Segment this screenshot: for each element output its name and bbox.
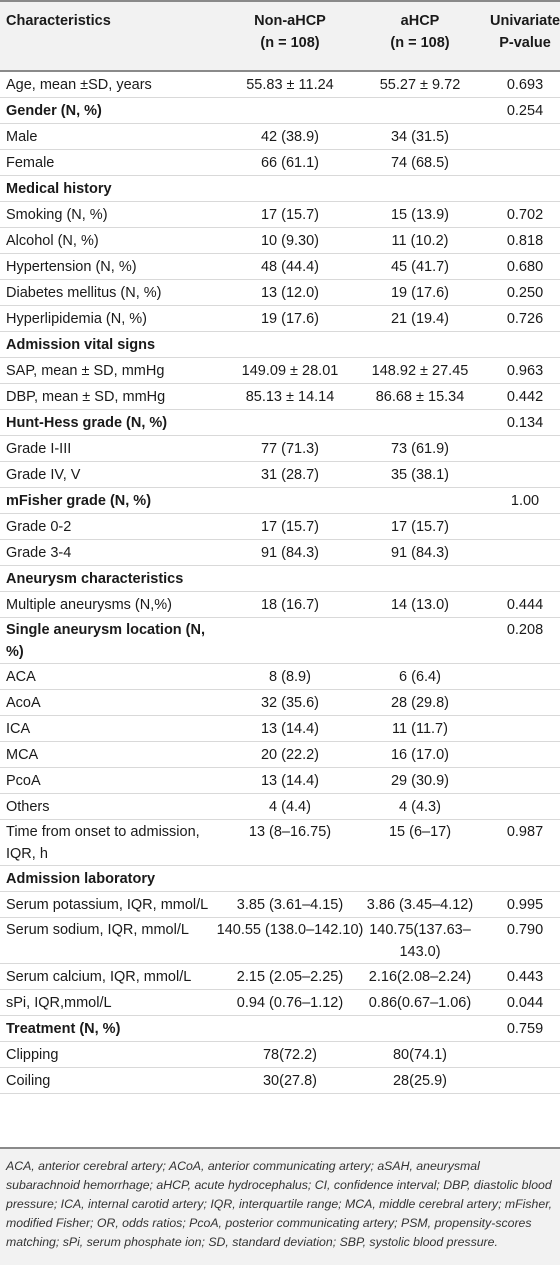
row-label: PcoA: [6, 773, 41, 789]
non-ahcp-value: 10 (9.30): [260, 233, 320, 249]
row-label: sPi, IQR,mmol/L: [6, 995, 112, 1011]
section-row: [0, 176, 560, 202]
header-non-ahcp: [215, 10, 365, 54]
row-label: Treatment (N, %): [6, 1021, 121, 1037]
table-row: [0, 358, 560, 384]
non-ahcp-value: 66 (61.1): [260, 155, 320, 171]
ahcp-value: 2.16(2.08–2.24): [368, 969, 472, 985]
ahcp-value: 11 (11.7): [392, 721, 448, 737]
row-label: Diabetes mellitus (N, %): [6, 285, 162, 301]
row-label: ACA: [6, 669, 36, 685]
row-label: Time from onset to admission, IQR, h: [6, 824, 200, 862]
p-value: 0.254: [506, 103, 544, 119]
row-label: Grade IV, V: [6, 467, 81, 483]
non-ahcp-value: 8 (8.9): [269, 669, 311, 685]
row-label: Alcohol (N, %): [6, 233, 99, 249]
table-row: [0, 124, 560, 150]
header-non-ahcp-title: Non-aHCP: [254, 13, 326, 29]
row-label: Smoking (N, %): [6, 207, 108, 223]
p-value: 0.044: [506, 995, 544, 1011]
non-ahcp-value: 3.85 (3.61–4.15): [236, 897, 344, 913]
header-pvalue-line1: Univariate: [490, 13, 560, 29]
non-ahcp-value: 20 (22.2): [260, 747, 320, 763]
ahcp-value: 0.86(0.67–1.06): [368, 995, 472, 1011]
section-row: [0, 618, 560, 664]
non-ahcp-value: 91 (84.3): [260, 545, 320, 561]
row-label: DBP, mean ± SD, mmHg: [6, 389, 166, 405]
row-label: Grade 3-4: [6, 545, 72, 561]
non-ahcp-value: 17 (15.7): [260, 207, 320, 223]
table-row: [0, 592, 560, 618]
table-row: [0, 72, 560, 98]
row-label: Aneurysm characteristics: [6, 571, 184, 587]
table-row: [0, 254, 560, 280]
row-label: Age, mean ±SD, years: [6, 77, 152, 93]
table-row: [0, 150, 560, 176]
section-row: [0, 410, 560, 436]
row-label: Serum potassium, IQR, mmol/L: [6, 897, 209, 913]
p-value: 0.790: [506, 922, 544, 938]
p-value: 0.726: [506, 311, 544, 327]
row-label: Admission vital signs: [6, 337, 156, 353]
non-ahcp-value: 0.94 (0.76–1.12): [236, 995, 344, 1011]
ahcp-value: 16 (17.0): [390, 747, 450, 763]
ahcp-value: 91 (84.3): [390, 545, 450, 561]
table-row: [0, 794, 560, 820]
header-ahcp-title: aHCP: [400, 13, 440, 29]
row-label: Female: [6, 155, 55, 171]
row-label: MCA: [6, 747, 39, 763]
section-row: [0, 1016, 560, 1042]
ahcp-value: 80(74.1): [392, 1047, 447, 1063]
row-label: Gender (N, %): [6, 103, 102, 119]
row-label: Hunt-Hess grade (N, %): [6, 415, 168, 431]
p-value: 0.963: [506, 363, 544, 379]
header-ahcp-n: (n = 108): [390, 35, 450, 51]
section-row: [0, 332, 560, 358]
p-value: 0.250: [506, 285, 544, 301]
table-row: [0, 742, 560, 768]
row-label: Male: [6, 129, 38, 145]
row-label: Clipping: [6, 1047, 59, 1063]
non-ahcp-value: 13 (14.4): [260, 721, 320, 737]
table-row: [0, 990, 560, 1016]
table-row: [0, 514, 560, 540]
table-row: [0, 690, 560, 716]
ahcp-value: 35 (38.1): [390, 467, 450, 483]
table-row: [0, 384, 560, 410]
row-label: Serum calcium, IQR, mmol/L: [6, 969, 192, 985]
table-row: [0, 768, 560, 794]
row-label: AcoA: [6, 695, 41, 711]
ahcp-value: 19 (17.6): [390, 285, 450, 301]
non-ahcp-value: 78(72.2): [262, 1047, 317, 1063]
table-row: [0, 540, 560, 566]
non-ahcp-value: 42 (38.9): [260, 129, 320, 145]
non-ahcp-value: 31 (28.7): [260, 467, 320, 483]
table-row: [0, 820, 560, 866]
row-label: Admission laboratory: [6, 871, 156, 887]
ahcp-value: 55.27 ± 9.72: [379, 77, 461, 93]
row-label: SAP, mean ± SD, mmHg: [6, 363, 165, 379]
header-ahcp: [350, 10, 490, 54]
ahcp-value: 11 (10.2): [391, 233, 449, 249]
ahcp-value: 28 (29.8): [390, 695, 450, 711]
p-value: 0.680: [506, 259, 544, 275]
p-value: 0.759: [506, 1021, 544, 1037]
table-row: [0, 1042, 560, 1068]
ahcp-value: 4 (4.3): [399, 799, 441, 815]
p-value: 0.208: [506, 622, 544, 638]
non-ahcp-value: 140.55 (138.0–142.10): [216, 922, 364, 938]
row-label: Grade 0-2: [6, 519, 72, 535]
row-label: Others: [6, 799, 50, 815]
row-label: mFisher grade (N, %): [6, 493, 152, 509]
table-row: [0, 664, 560, 690]
table-header: [0, 0, 560, 72]
table-footnote: ACA, anterior cerebral artery; ACoA, anterior communicating artery; aSAH, aneurysmal subarachnoid hemorrhage; aHCP, acute hydrocephalus; CI, confidence interval; DBP, diastolic blood pressure; ICA, internal carotid artery; IQR, interquartile range; MCA, middle cerebral artery; mFisher, modified Fisher; OR, odds ratios; PcoA, posterior communicating artery; PSM, propensity-scores matching; sPi, serum phosphate ion; SD, standard deviation; SBP, systolic blood pressure.: [0, 1147, 560, 1265]
non-ahcp-value: 30(27.8): [262, 1073, 317, 1089]
p-value: 0.134: [506, 415, 544, 431]
non-ahcp-value: 13 (14.4): [260, 773, 320, 789]
table-row: [0, 280, 560, 306]
ahcp-value: 140.75(137.63–143.0): [369, 922, 471, 960]
row-label: Single aneurysm location (N, %): [6, 622, 206, 660]
ahcp-value: 148.92 ± 27.45: [371, 363, 469, 379]
table-row: [0, 202, 560, 228]
table-row: [0, 228, 560, 254]
header-characteristics: Characteristics: [6, 13, 111, 29]
table-row: [0, 964, 560, 990]
non-ahcp-value: 85.13 ± 14.14: [245, 389, 335, 405]
p-value: 0.442: [506, 389, 544, 405]
non-ahcp-value: 77 (71.3): [260, 441, 320, 457]
non-ahcp-value: 13 (8–16.75): [248, 824, 332, 840]
ahcp-value: 45 (41.7): [390, 259, 450, 275]
ahcp-value: 3.86 (3.45–4.12): [366, 897, 474, 913]
section-row: [0, 488, 560, 514]
ahcp-value: 34 (31.5): [390, 129, 450, 145]
non-ahcp-value: 4 (4.4): [269, 799, 311, 815]
non-ahcp-value: 149.09 ± 28.01: [241, 363, 339, 379]
non-ahcp-value: 55.83 ± 11.24: [246, 77, 334, 93]
ahcp-value: 14 (13.0): [390, 597, 450, 613]
header-pvalue-line2: P-value: [499, 35, 551, 51]
row-label: Coiling: [6, 1073, 51, 1089]
p-value: 1.00: [510, 493, 540, 509]
p-value: 0.818: [506, 233, 544, 249]
table-row: [0, 462, 560, 488]
p-value: 0.995: [506, 897, 544, 913]
row-label: Hyperlipidemia (N, %): [6, 311, 148, 327]
ahcp-value: 6 (6.4): [399, 669, 441, 685]
ahcp-value: 15 (6–17): [388, 824, 452, 840]
ahcp-value: 28(25.9): [392, 1073, 447, 1089]
table-row: [0, 306, 560, 332]
row-label: ICA: [6, 721, 31, 737]
row-label: Multiple aneurysms (N,%): [6, 597, 172, 613]
row-label: Medical history: [6, 181, 112, 197]
p-value: 0.693: [506, 77, 544, 93]
table-row: [0, 1068, 560, 1094]
non-ahcp-value: 2.15 (2.05–2.25): [236, 969, 344, 985]
section-row: [0, 866, 560, 892]
non-ahcp-value: 18 (16.7): [260, 597, 320, 613]
header-pvalue: [490, 10, 560, 54]
non-ahcp-value: 17 (15.7): [260, 519, 320, 535]
table-body: [0, 72, 560, 1094]
table-row: [0, 436, 560, 462]
ahcp-value: 17 (15.7): [390, 519, 450, 535]
table-row: [0, 918, 560, 964]
row-label: Serum sodium, IQR, mmol/L: [6, 922, 189, 938]
non-ahcp-value: 32 (35.6): [260, 695, 320, 711]
p-value: 0.987: [506, 824, 544, 840]
non-ahcp-value: 48 (44.4): [260, 259, 320, 275]
ahcp-value: 74 (68.5): [390, 155, 450, 171]
table-row: [0, 716, 560, 742]
row-label: Hypertension (N, %): [6, 259, 137, 275]
header-non-ahcp-n: (n = 108): [260, 35, 320, 51]
ahcp-value: 73 (61.9): [390, 441, 450, 457]
ahcp-value: 21 (19.4): [390, 311, 450, 327]
ahcp-value: 15 (13.9): [390, 207, 450, 223]
p-value: 0.443: [506, 969, 544, 985]
non-ahcp-value: 19 (17.6): [260, 311, 320, 327]
p-value: 0.444: [506, 597, 544, 613]
table-row: [0, 892, 560, 918]
non-ahcp-value: 13 (12.0): [260, 285, 320, 301]
ahcp-value: 86.68 ± 15.34: [375, 389, 465, 405]
section-row: [0, 566, 560, 592]
p-value: 0.702: [506, 207, 544, 223]
ahcp-value: 29 (30.9): [390, 773, 450, 789]
section-row: [0, 98, 560, 124]
row-label: Grade I-III: [6, 441, 72, 457]
